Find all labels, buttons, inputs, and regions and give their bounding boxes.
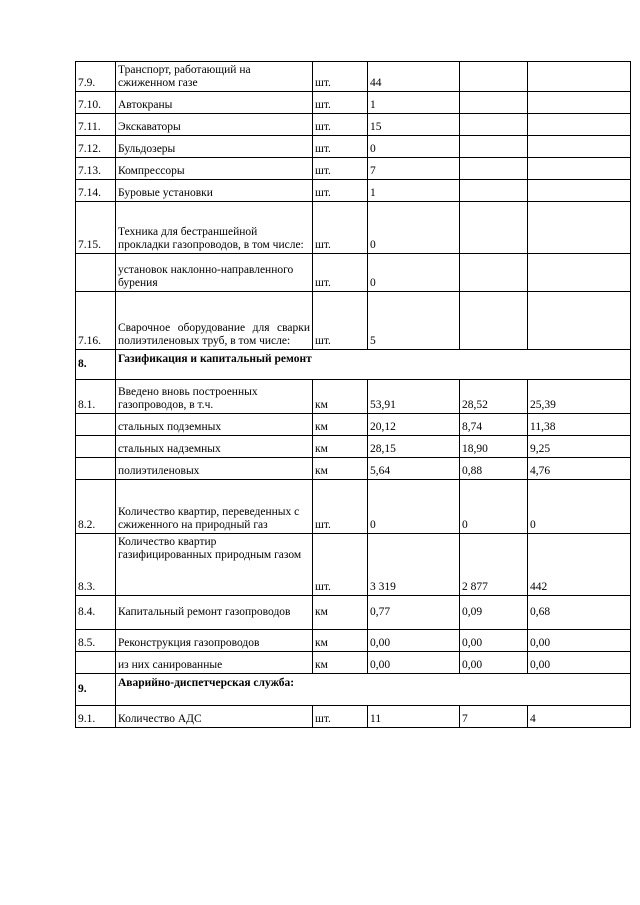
row-name: Реконструкция газопроводов: [116, 630, 313, 652]
row-number: 7.9.: [76, 62, 116, 92]
table-row: [76, 180, 631, 202]
row-name: Количество квартир, переведенных с сжиженного на природный газ: [116, 480, 313, 534]
row-value-total: 0: [368, 480, 460, 534]
table-row: [76, 158, 631, 180]
row-name: Экскаваторы: [116, 114, 313, 136]
row-value-2: 0: [460, 480, 528, 534]
section-number: 8.: [76, 350, 116, 380]
row-name: Транспорт, работающий на сжиженном газе: [116, 62, 313, 92]
row-value-3: 442: [528, 534, 631, 596]
table-body: [76, 62, 631, 728]
section-row: [76, 674, 631, 706]
row-unit: шт.: [313, 62, 368, 92]
table-row: [76, 436, 631, 458]
row-number: 7.11.: [76, 114, 116, 136]
row-unit: км: [313, 596, 368, 630]
table-row: [76, 254, 631, 292]
row-value-total: 0: [368, 202, 460, 254]
table-row: [76, 92, 631, 114]
row-unit: шт.: [313, 136, 368, 158]
row-value-3: [528, 292, 631, 350]
table-row: [76, 458, 631, 480]
row-name: из них санированные: [116, 652, 313, 674]
row-value-total: 3 319: [368, 534, 460, 596]
row-number: [76, 652, 116, 674]
row-unit: км: [313, 630, 368, 652]
row-value-3: 0,00: [528, 630, 631, 652]
section-title: Аварийно-диспетчерская служба:: [116, 674, 631, 706]
table-row: [76, 136, 631, 158]
row-value-2: [460, 180, 528, 202]
row-value-2: [460, 136, 528, 158]
row-value-2: 0,00: [460, 630, 528, 652]
row-unit: км: [313, 414, 368, 436]
row-name: Количество АДС: [116, 706, 313, 728]
row-unit: шт.: [313, 254, 368, 292]
row-value-total: 1: [368, 180, 460, 202]
row-unit: шт.: [313, 180, 368, 202]
row-value-2: 2 877: [460, 534, 528, 596]
row-value-2: 8,74: [460, 414, 528, 436]
row-value-total: 5,64: [368, 458, 460, 480]
row-value-total: 7: [368, 158, 460, 180]
row-unit: км: [313, 380, 368, 414]
row-name: полиэтиленовых: [116, 458, 313, 480]
row-number: 7.16.: [76, 292, 116, 350]
row-name: Компрессоры: [116, 158, 313, 180]
row-value-2: [460, 254, 528, 292]
row-number: 7.14.: [76, 180, 116, 202]
table-row: [76, 652, 631, 674]
row-value-total: 0: [368, 136, 460, 158]
row-name: Количество квартир газифицированных природным газом: [116, 534, 313, 596]
row-number: 8.5.: [76, 630, 116, 652]
row-number: [76, 458, 116, 480]
row-unit: шт.: [313, 114, 368, 136]
row-value-2: 18,90: [460, 436, 528, 458]
row-value-3: 9,25: [528, 436, 631, 458]
row-name: Бульдозеры: [116, 136, 313, 158]
row-unit: шт.: [313, 292, 368, 350]
table-row: [76, 630, 631, 652]
row-value-3: [528, 180, 631, 202]
row-unit: шт.: [313, 158, 368, 180]
row-value-3: [528, 202, 631, 254]
row-name: Автокраны: [116, 92, 313, 114]
row-value-total: 15: [368, 114, 460, 136]
row-value-3: [528, 136, 631, 158]
row-value-3: [528, 158, 631, 180]
table-row: [76, 380, 631, 414]
row-name: Техника для бестраншейной прокладки газопроводов, в том числе:: [116, 202, 313, 254]
row-value-2: 28,52: [460, 380, 528, 414]
table-row: [76, 706, 631, 728]
row-value-3: 4: [528, 706, 631, 728]
row-value-total: 44: [368, 62, 460, 92]
row-name: Сварочное оборудование для сварки полиэтиленовых труб, в том числе:: [116, 292, 313, 350]
row-value-3: 25,39: [528, 380, 631, 414]
row-value-3: 0,00: [528, 652, 631, 674]
table-row: [76, 414, 631, 436]
row-number: 9.1.: [76, 706, 116, 728]
row-value-2: 0,88: [460, 458, 528, 480]
row-name: стальных надземных: [116, 436, 313, 458]
row-number: 8.1.: [76, 380, 116, 414]
row-value-3: 0,68: [528, 596, 631, 630]
row-value-2: [460, 114, 528, 136]
row-value-2: [460, 158, 528, 180]
row-number: 7.10.: [76, 92, 116, 114]
row-value-2: [460, 292, 528, 350]
table-row: [76, 202, 631, 254]
row-number: [76, 436, 116, 458]
row-unit: км: [313, 458, 368, 480]
row-number: 7.12.: [76, 136, 116, 158]
row-name: Капитальный ремонт газопроводов: [116, 596, 313, 630]
row-value-total: 0,77: [368, 596, 460, 630]
row-value-total: 11: [368, 706, 460, 728]
row-unit: шт.: [313, 706, 368, 728]
row-value-total: 0: [368, 254, 460, 292]
row-number: [76, 414, 116, 436]
row-unit: шт.: [313, 534, 368, 596]
row-value-total: 28,15: [368, 436, 460, 458]
row-value-3: [528, 62, 631, 92]
row-value-2: [460, 92, 528, 114]
table-row: [76, 62, 631, 92]
row-number: [76, 254, 116, 292]
row-unit: км: [313, 436, 368, 458]
statistics-table: [75, 61, 631, 728]
row-value-total: 1: [368, 92, 460, 114]
row-value-2: 0,09: [460, 596, 528, 630]
row-value-3: [528, 114, 631, 136]
row-unit: шт.: [313, 480, 368, 534]
row-value-3: 4,76: [528, 458, 631, 480]
row-number: 8.4.: [76, 596, 116, 630]
section-number: 9.: [76, 674, 116, 706]
row-number: 8.3.: [76, 534, 116, 596]
row-value-3: 0: [528, 480, 631, 534]
row-value-total: 0,00: [368, 630, 460, 652]
row-value-3: [528, 254, 631, 292]
row-number: 7.15.: [76, 202, 116, 254]
row-number: 8.2.: [76, 480, 116, 534]
row-name: Введено вновь построенных газопроводов, в т.ч.: [116, 380, 313, 414]
table-row: [76, 114, 631, 136]
row-name: установок наклонно-направленного бурения: [116, 254, 313, 292]
table-row: [76, 534, 631, 596]
row-value-total: 0,00: [368, 652, 460, 674]
row-unit: шт.: [313, 92, 368, 114]
row-value-3: [528, 92, 631, 114]
table-row: [76, 596, 631, 630]
section-title: Газификация и капитальный ремонт: [116, 350, 631, 380]
row-value-2: [460, 62, 528, 92]
row-value-2: 7: [460, 706, 528, 728]
row-name: Буровые установки: [116, 180, 313, 202]
row-unit: км: [313, 652, 368, 674]
row-number: 7.13.: [76, 158, 116, 180]
row-value-2: [460, 202, 528, 254]
row-value-total: 53,91: [368, 380, 460, 414]
row-unit: шт.: [313, 202, 368, 254]
row-name: стальных подземных: [116, 414, 313, 436]
row-value-3: 11,38: [528, 414, 631, 436]
section-row: [76, 350, 631, 380]
row-value-2: 0,00: [460, 652, 528, 674]
table-row: [76, 480, 631, 534]
row-value-total: 20,12: [368, 414, 460, 436]
row-value-total: 5: [368, 292, 460, 350]
table-row: [76, 292, 631, 350]
